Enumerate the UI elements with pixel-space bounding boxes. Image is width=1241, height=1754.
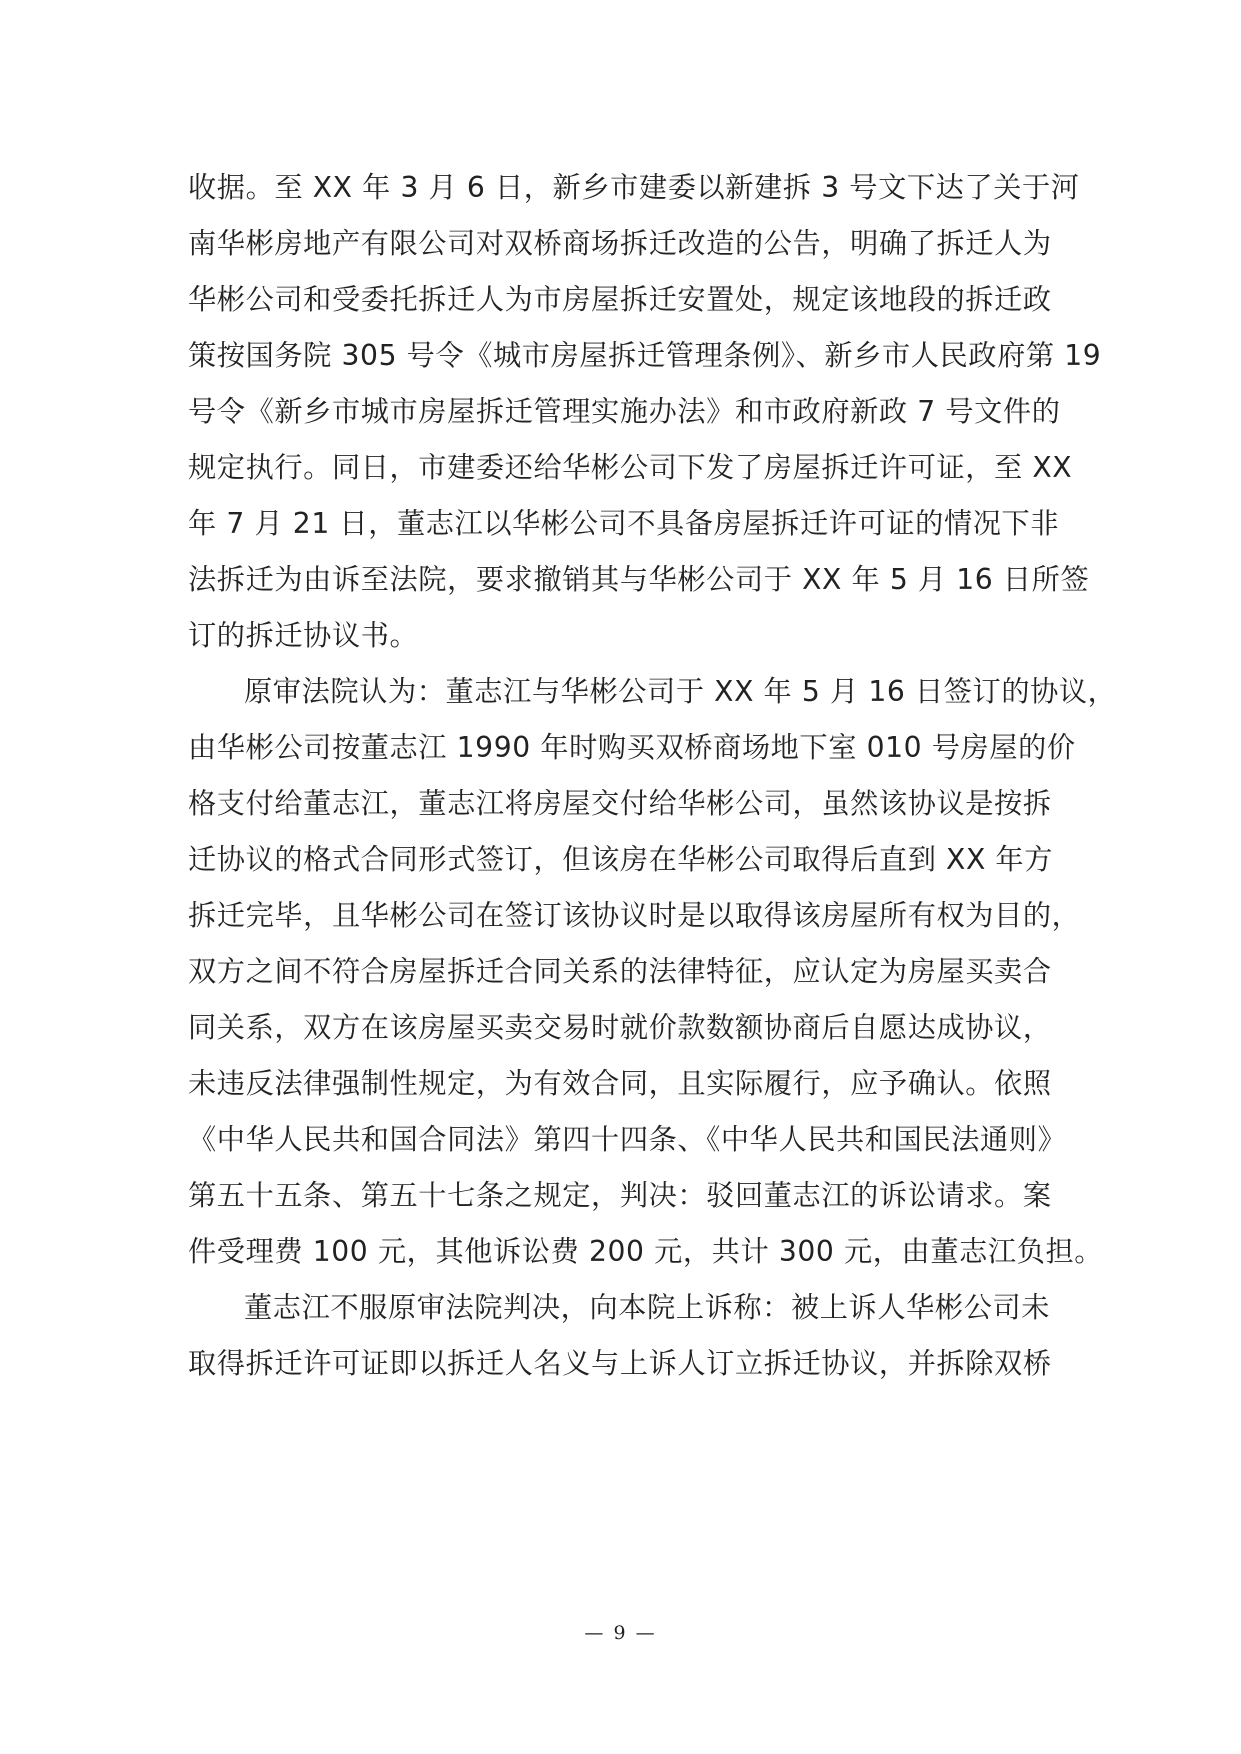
text-line: 拆迁完毕，且华彬公司在签订该协议时是以取得该房屋所有权为目的， bbox=[188, 899, 1081, 932]
text-line: 号令《新乡市城市房屋拆迁管理实施办法》和市政府新政 7 号文件的 bbox=[188, 395, 1061, 428]
text-line: 订的拆迁协议书。 bbox=[188, 619, 419, 652]
text-line: 年 7 月 21 日，董志江以华彬公司不具备房屋拆迁许可证的情况下非 bbox=[188, 507, 1060, 540]
paragraph-first-line: 原审法院认为：董志江与华彬公司于 XX 年 5 月 16 日签订的协议， bbox=[244, 675, 1117, 708]
text-line: 法拆迁为由诉至法院，要求撤销其与华彬公司于 XX 年 5 月 16 日所签 bbox=[188, 563, 1090, 596]
text-line: 迁协议的格式合同形式签订，但该房在华彬公司取得后直到 XX 年方 bbox=[188, 843, 1053, 876]
text-line: 《中华人民共和国合同法》第四十四条、《中华人民共和国民法通则》 bbox=[188, 1123, 1067, 1156]
page-number: — 9 — bbox=[584, 1622, 657, 1644]
text-line: 由华彬公司按董志江 1990 年时购买双桥商场地下室 010 号房屋的价 bbox=[188, 731, 1076, 764]
text-line: 件受理费 100 元，其他诉讼费 200 元，共计 300 元，由董志江负担。 bbox=[188, 1235, 1104, 1268]
text-line: 取得拆迁许可证即以拆迁人名义与上诉人订立拆迁协议，并拆除双桥 bbox=[188, 1347, 1052, 1380]
text-line: 格支付给董志江，董志江将房屋交付给华彬公司，虽然该协议是按拆 bbox=[188, 787, 1052, 820]
paragraph-first-line: 董志江不服原审法院判决，向本院上诉称：被上诉人华彬公司未 bbox=[244, 1291, 1051, 1324]
text-line: 华彬公司和受委托拆迁人为市房屋拆迁安置处，规定该地段的拆迁政 bbox=[188, 283, 1052, 316]
text-line: 双方之间不符合房屋拆迁合同关系的法律特征，应认定为房屋买卖合 bbox=[188, 955, 1052, 988]
text-line: 未违反法律强制性规定，为有效合同，且实际履行，应予确认。依照 bbox=[188, 1067, 1052, 1100]
text-line: 同关系，双方在该房屋买卖交易时就价款数额协商后自愿达成协议， bbox=[188, 1011, 1052, 1044]
text-line: 第五十五条、第五十七条之规定，判决：驳回董志江的诉讼请求。案 bbox=[188, 1179, 1052, 1212]
text-line: 南华彬房地产有限公司对双桥商场拆迁改造的公告，明确了拆迁人为 bbox=[188, 227, 1052, 260]
text-line: 策按国务院 305 号令《城市房屋拆迁管理条例》、新乡市人民政府第 19 bbox=[188, 339, 1102, 372]
text-line: 规定执行。同日，市建委还给华彬公司下发了房屋拆迁许可证，至 XX bbox=[188, 451, 1073, 484]
text-line: 收据。至 XX 年 3 月 6 日，新乡市建委以新建拆 3 号文下达了关于河 bbox=[188, 171, 1080, 204]
